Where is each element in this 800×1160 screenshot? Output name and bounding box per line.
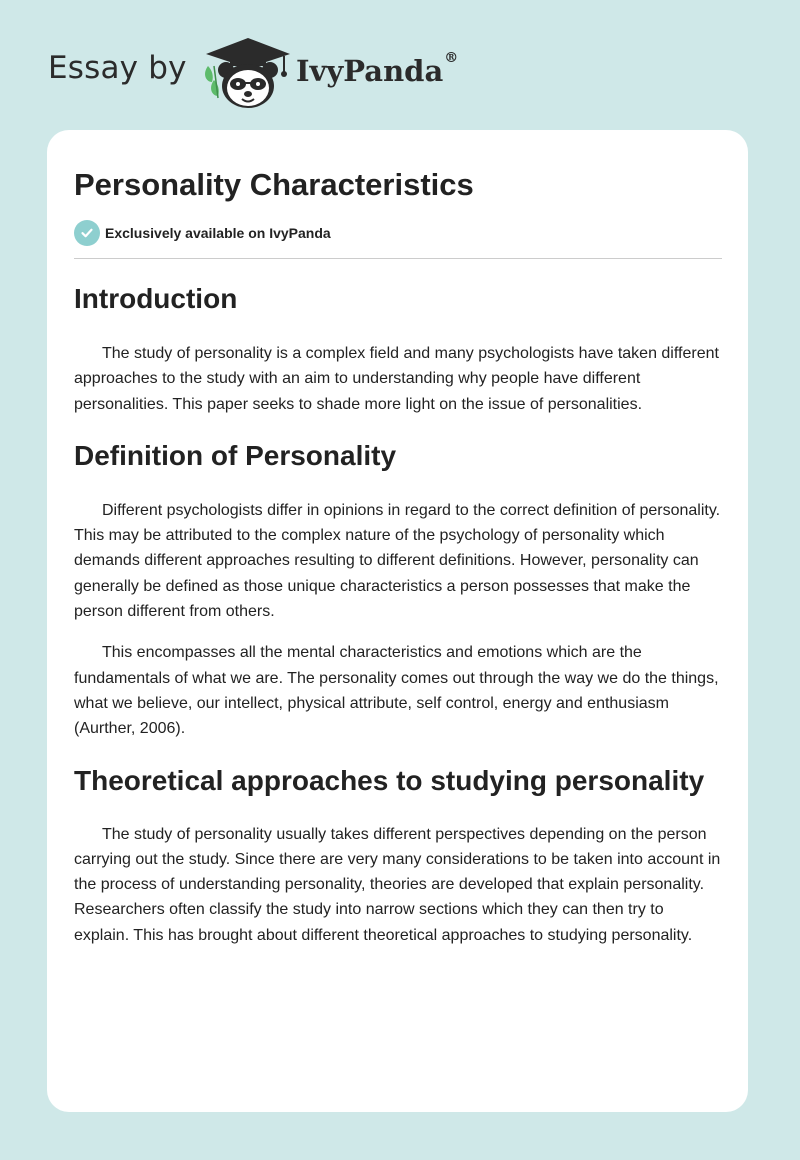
panda-graduate-icon[interactable]: [200, 36, 296, 110]
site-header: [0, 0, 800, 130]
brand-name[interactable]: IvyPanda®: [296, 50, 459, 88]
title-divider: [74, 258, 722, 259]
exclusive-badge: [74, 220, 722, 246]
section-heading-definition: Definition of Personality: [74, 439, 397, 471]
ivy-leaf-icon: [205, 66, 213, 82]
paragraph: The study of personality usually takes different perspectives depending on the person carrying out the study. Since there are very many considerations to be taken into account in the process of understanding personality, theories are developed that explain personality. Researchers often classify the study into narrow sections which they can then try to explain. This has brought about different theoretical approaches to studying personality.: [74, 825, 721, 944]
paragraph: The study of personality is a complex field and many psychologists have taken different approaches to the study with an aim to understanding why people have different personalities. This paper seeks to shade more light on the issue of personalities.: [74, 345, 719, 413]
paragraph: This encompasses all the mental characteristics and emotions which are the fundamentals of what we are. The personality comes out through the way we do the things, what we believe, our intellect, physical attribute, self control, energy and enthusiasm (Aurther, 2006).: [74, 644, 719, 738]
section-heading-introduction: Introduction: [74, 283, 238, 314]
essay-title: Personality Characteristics: [74, 167, 474, 202]
essay-content: [74, 130, 722, 948]
badge-text: Exclusively available on IvyPanda: [105, 225, 331, 241]
registered-mark: ®: [444, 50, 459, 66]
essay-card: [47, 130, 748, 1112]
brand-prefix: Essay by: [48, 50, 187, 86]
check-circle-icon: [74, 220, 100, 246]
section-heading-theoretical-approaches: Theoretical approaches to studying personality: [74, 764, 705, 796]
paragraph: Different psychologists differ in opinions in regard to the correct definition of personality. This may be attributed to the complex nature of the psychology of personality which demands different approaches resulting to different definitions. However, personality can generally be defined as those unique characteristics a person possesses that make the person different from others.: [74, 501, 721, 621]
